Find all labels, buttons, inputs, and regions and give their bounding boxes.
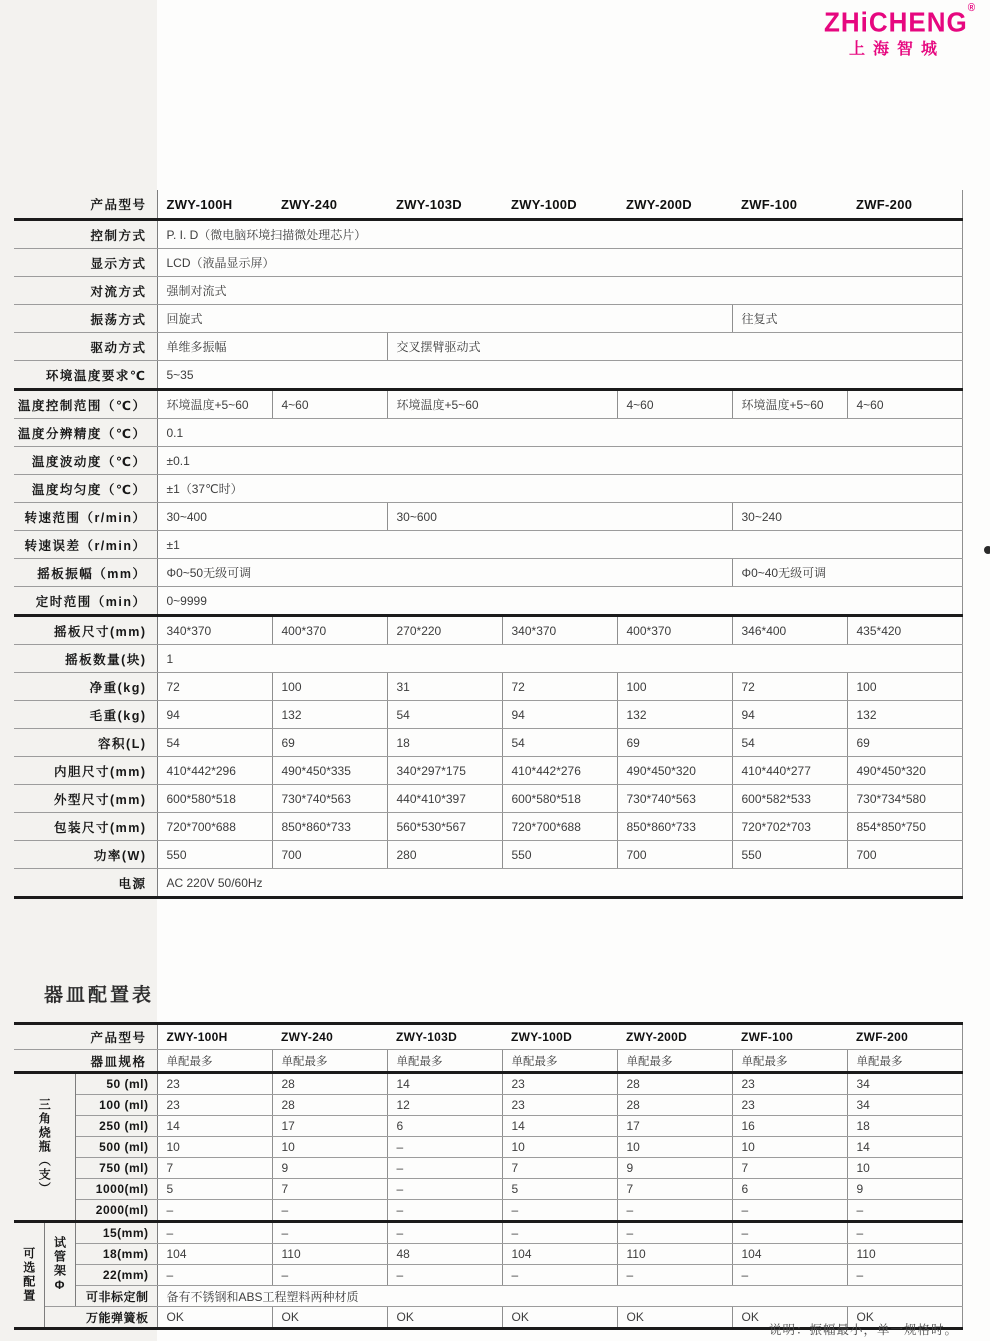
config-model-header-1: ZWY-240 [272, 1024, 387, 1050]
spec-value-cell: ±0.1 [157, 447, 962, 475]
spec-value-cell: 490*450*335 [272, 757, 387, 785]
row-label: 电源 [14, 869, 157, 898]
config-value-cell: 34 [847, 1073, 962, 1095]
spec-value-cell: 346*400 [732, 616, 847, 645]
size-label: 250 (ml) [75, 1116, 157, 1137]
config-value-cell: 6 [732, 1179, 847, 1200]
spec-value-cell: 100 [847, 673, 962, 701]
config-value-cell: 104 [732, 1244, 847, 1265]
row-label: 环境温度要求℃ [14, 361, 157, 390]
config-value-cell: 23 [502, 1095, 617, 1116]
config-value-cell: 104 [157, 1244, 272, 1265]
config-value-cell: 9 [617, 1158, 732, 1179]
rack-group-label: 试管架Φ [44, 1222, 75, 1307]
config-model-header-2: ZWY-103D [387, 1024, 502, 1050]
brand-wordmark [824, 2, 977, 39]
config-value-cell: 14 [387, 1073, 502, 1095]
brand-chinese-name: 上海智城 [848, 40, 945, 58]
config-value-cell: 34 [847, 1095, 962, 1116]
config-value-cell: – [387, 1179, 502, 1200]
config-value-cell: – [617, 1200, 732, 1222]
custom-make-value: 备有不锈钢和ABS工程塑料两种材质 [157, 1286, 962, 1307]
config-value-cell: 48 [387, 1244, 502, 1265]
spec-value-cell: 720*700*688 [502, 813, 617, 841]
config-value-cell: – [732, 1200, 847, 1222]
row-label: 控制方式 [14, 220, 157, 249]
spec-value-cell: 850*860*733 [617, 813, 732, 841]
config-value-cell: – [272, 1222, 387, 1244]
spec-value-cell: 132 [272, 701, 387, 729]
row-label: 振荡方式 [14, 305, 157, 333]
spec-value-cell: 1 [157, 645, 962, 673]
spec-value-cell: 340*370 [157, 616, 272, 645]
spec-value-cell: 560*530*567 [387, 813, 502, 841]
model-header-6: ZWF-200 [847, 190, 962, 220]
config-value-cell: – [732, 1265, 847, 1286]
spec-value-cell: 700 [272, 841, 387, 869]
config-value-cell: – [387, 1222, 502, 1244]
spec-value-cell: 30~400 [157, 503, 387, 531]
config-value-cell: 10 [502, 1137, 617, 1158]
model-header-4: ZWY-200D [617, 190, 732, 220]
model-header-5: ZWF-100 [732, 190, 847, 220]
spec-value-cell: 31 [387, 673, 502, 701]
spec-value-cell: 94 [502, 701, 617, 729]
config-model-header-6: ZWF-200 [847, 1024, 962, 1050]
spec-value-cell: 280 [387, 841, 502, 869]
vessel-spec-value: 单配最多 [847, 1050, 962, 1073]
size-label: 100 (ml) [75, 1095, 157, 1116]
row-label: 定时范围（min） [14, 587, 157, 616]
config-value-cell: 110 [272, 1244, 387, 1265]
config-value-cell: 5 [502, 1179, 617, 1200]
spec-value-cell: 550 [502, 841, 617, 869]
config-value-cell: 28 [617, 1073, 732, 1095]
config-value-cell: 10 [732, 1137, 847, 1158]
spec-value-cell: 54 [732, 729, 847, 757]
page-edge-mark [984, 546, 990, 554]
size-label: 1000(ml) [75, 1179, 157, 1200]
row-label: 摇板尺寸(mm) [14, 616, 157, 645]
row-label: 功率(W) [14, 841, 157, 869]
config-value-cell: 6 [387, 1116, 502, 1137]
row-label: 摇板数量(块) [14, 645, 157, 673]
config-value-cell: 7 [272, 1179, 387, 1200]
spec-value-cell: 30~600 [387, 503, 732, 531]
spec-value-cell: 720*702*703 [732, 813, 847, 841]
config-value-cell: 9 [272, 1158, 387, 1179]
config-value-cell: 9 [847, 1179, 962, 1200]
spec-value-cell: 600*580*518 [157, 785, 272, 813]
row-label: 驱动方式 [14, 333, 157, 361]
row-label: 转速误差（r/min） [14, 531, 157, 559]
spec-value-cell: 强制对流式 [157, 277, 962, 305]
rack-size-label: 18(mm) [75, 1244, 157, 1265]
config-model-header-5: ZWF-100 [732, 1024, 847, 1050]
row-label: 温度均匀度（℃） [14, 475, 157, 503]
config-value-cell: 28 [272, 1095, 387, 1116]
spec-value-cell: 4~60 [272, 390, 387, 419]
spec-value-cell: 410*440*277 [732, 757, 847, 785]
config-model-header-3: ZWY-100D [502, 1024, 617, 1050]
spec-value-cell: 54 [157, 729, 272, 757]
rack-size-label: 15(mm) [75, 1222, 157, 1244]
spec-header-label: 产品型号 [14, 190, 157, 220]
spring-board-value: OK [157, 1307, 272, 1329]
config-value-cell: 23 [157, 1095, 272, 1116]
spec-value-cell: 600*582*533 [732, 785, 847, 813]
vessel-spec-label: 器皿规格 [14, 1050, 157, 1073]
spec-value-cell: 回旋式 [157, 305, 732, 333]
spec-value-cell: 550 [732, 841, 847, 869]
row-label: 显示方式 [14, 249, 157, 277]
spec-value-cell: 54 [502, 729, 617, 757]
config-header-label: 产品型号 [14, 1024, 157, 1050]
config-value-cell: 110 [617, 1244, 732, 1265]
config-value-cell: – [157, 1200, 272, 1222]
spec-value-cell: 环境温度+5~60 [387, 390, 617, 419]
config-value-cell: 14 [157, 1116, 272, 1137]
spring-board-value: OK [502, 1307, 617, 1329]
config-value-cell: – [617, 1265, 732, 1286]
spec-value-cell: 720*700*688 [157, 813, 272, 841]
config-value-cell: 10 [157, 1137, 272, 1158]
spec-value-cell: 72 [502, 673, 617, 701]
spec-value-cell: 18 [387, 729, 502, 757]
model-header-3: ZWY-100D [502, 190, 617, 220]
spring-board-label: 万能弹簧板 [44, 1307, 157, 1329]
spec-value-cell: 72 [732, 673, 847, 701]
vessel-spec-value: 单配最多 [272, 1050, 387, 1073]
config-value-cell: 7 [502, 1158, 617, 1179]
rack-size-label: 22(mm) [75, 1265, 157, 1286]
model-header-2: ZWY-103D [387, 190, 502, 220]
custom-make-label: 可非标定制 [75, 1286, 157, 1307]
config-value-cell: – [157, 1265, 272, 1286]
size-label: 2000(ml) [75, 1200, 157, 1222]
spec-value-cell: ±1（37℃时） [157, 475, 962, 503]
config-value-cell: 23 [732, 1073, 847, 1095]
vessel-config-table [14, 1022, 963, 1330]
spec-value-cell: 410*442*276 [502, 757, 617, 785]
config-value-cell: 23 [157, 1073, 272, 1095]
spec-value-cell: 490*450*320 [847, 757, 962, 785]
config-value-cell: – [387, 1137, 502, 1158]
product-spec-table [14, 190, 963, 899]
config-value-cell: 28 [272, 1073, 387, 1095]
spec-value-cell: 410*442*296 [157, 757, 272, 785]
spec-value-cell: 69 [847, 729, 962, 757]
config-value-cell: – [847, 1200, 962, 1222]
config-value-cell: 16 [732, 1116, 847, 1137]
config-value-cell: – [847, 1265, 962, 1286]
config-value-cell: – [502, 1222, 617, 1244]
optional-group-label: 可选配置 [14, 1222, 44, 1329]
config-value-cell: 7 [617, 1179, 732, 1200]
spec-value-cell: 730*734*580 [847, 785, 962, 813]
spec-value-cell: 700 [847, 841, 962, 869]
spec-value-cell: 440*410*397 [387, 785, 502, 813]
row-label: 包装尺寸(mm) [14, 813, 157, 841]
spec-value-cell: 550 [157, 841, 272, 869]
config-model-header-4: ZWY-200D [617, 1024, 732, 1050]
config-model-header-0: ZWY-100H [157, 1024, 272, 1050]
row-label: 毛重(kg) [14, 701, 157, 729]
config-table-title: 器皿配置表 [44, 985, 155, 1006]
spec-value-cell: 环境温度+5~60 [732, 390, 847, 419]
size-label: 50 (ml) [75, 1073, 157, 1095]
registered-trademark-icon: ® [967, 2, 977, 15]
spec-value-cell: 400*370 [617, 616, 732, 645]
spec-value-cell: 72 [157, 673, 272, 701]
config-value-cell: – [387, 1158, 502, 1179]
config-value-cell: – [617, 1222, 732, 1244]
config-value-cell: 10 [272, 1137, 387, 1158]
spec-value-cell: 100 [617, 673, 732, 701]
spec-value-cell: 0.1 [157, 419, 962, 447]
row-label: 温度控制范围（℃） [14, 390, 157, 419]
config-value-cell: 23 [732, 1095, 847, 1116]
flask-group-label: 三角烧瓶（支） [14, 1073, 75, 1222]
config-value-cell: – [502, 1200, 617, 1222]
spec-value-cell: 4~60 [847, 390, 962, 419]
row-label: 内胆尺寸(mm) [14, 757, 157, 785]
config-value-cell: 17 [617, 1116, 732, 1137]
row-label: 容积(L) [14, 729, 157, 757]
spec-value-cell: 270*220 [387, 616, 502, 645]
row-label: 净重(kg) [14, 673, 157, 701]
spec-value-cell: 69 [272, 729, 387, 757]
spec-value-cell: LCD（液晶显示屏） [157, 249, 962, 277]
spec-value-cell: 94 [732, 701, 847, 729]
spec-value-cell: AC 220V 50/60Hz [157, 869, 962, 898]
row-label: 对流方式 [14, 277, 157, 305]
footer-note: 说明：振幅最小，单一规格时。 [768, 1323, 958, 1337]
config-value-cell: 104 [502, 1244, 617, 1265]
row-label: 温度分辨精度（℃） [14, 419, 157, 447]
brand-logo [824, 2, 977, 58]
config-value-cell: – [272, 1200, 387, 1222]
spec-value-cell: 94 [157, 701, 272, 729]
spec-value-cell: 600*580*518 [502, 785, 617, 813]
spec-value-cell: 100 [272, 673, 387, 701]
config-value-cell: 17 [272, 1116, 387, 1137]
spec-value-cell: 0~9999 [157, 587, 962, 616]
config-value-cell: 7 [157, 1158, 272, 1179]
spec-value-cell: 交叉摆臂驱动式 [387, 333, 962, 361]
config-value-cell: 23 [502, 1073, 617, 1095]
spec-value-cell: 850*860*733 [272, 813, 387, 841]
spec-value-cell: P. I. D（微电脑环境扫描微处理芯片） [157, 220, 962, 249]
config-value-cell: – [502, 1265, 617, 1286]
spec-value-cell: 单维多振幅 [157, 333, 387, 361]
config-value-cell: – [157, 1222, 272, 1244]
spring-board-value: OK [732, 1307, 847, 1329]
spec-value-cell: 700 [617, 841, 732, 869]
model-header-0: ZWY-100H [157, 190, 272, 220]
spec-value-cell: 730*740*563 [617, 785, 732, 813]
row-label: 温度波动度（℃） [14, 447, 157, 475]
model-header-1: ZWY-240 [272, 190, 387, 220]
config-value-cell: 18 [847, 1116, 962, 1137]
spec-value-cell: 340*370 [502, 616, 617, 645]
config-value-cell: – [387, 1265, 502, 1286]
spring-board-value: OK [387, 1307, 502, 1329]
config-value-cell: – [387, 1200, 502, 1222]
spec-value-cell: 730*740*563 [272, 785, 387, 813]
spec-value-cell: 435*420 [847, 616, 962, 645]
size-label: 500 (ml) [75, 1137, 157, 1158]
config-value-cell: – [732, 1222, 847, 1244]
config-value-cell: 28 [617, 1095, 732, 1116]
config-value-cell: – [272, 1265, 387, 1286]
vessel-spec-value: 单配最多 [502, 1050, 617, 1073]
spec-value-cell: 往复式 [732, 305, 962, 333]
spec-value-cell: 340*297*175 [387, 757, 502, 785]
spec-value-cell: 30~240 [732, 503, 962, 531]
spec-value-cell: Φ0~50无级可调 [157, 559, 732, 587]
vessel-spec-value: 单配最多 [617, 1050, 732, 1073]
spec-value-cell: 5~35 [157, 361, 962, 390]
spec-value-cell: 854*850*750 [847, 813, 962, 841]
spec-value-cell: ±1 [157, 531, 962, 559]
spec-value-cell: 环境温度+5~60 [157, 390, 272, 419]
config-value-cell: 110 [847, 1244, 962, 1265]
brand-wordmark-text: ZHiCHENG [824, 5, 968, 39]
row-label: 外型尺寸(mm) [14, 785, 157, 813]
config-value-cell: – [847, 1222, 962, 1244]
spec-value-cell: 490*450*320 [617, 757, 732, 785]
config-value-cell: 14 [847, 1137, 962, 1158]
spec-value-cell: 69 [617, 729, 732, 757]
spec-value-cell: 400*370 [272, 616, 387, 645]
config-value-cell: 10 [617, 1137, 732, 1158]
row-label: 摇板振幅（mm） [14, 559, 157, 587]
vessel-spec-value: 单配最多 [387, 1050, 502, 1073]
vessel-spec-value: 单配最多 [157, 1050, 272, 1073]
config-value-cell: 7 [732, 1158, 847, 1179]
spring-board-value: OK [617, 1307, 732, 1329]
row-label: 转速范围（r/min） [14, 503, 157, 531]
size-label: 750 (ml) [75, 1158, 157, 1179]
vessel-spec-value: 单配最多 [732, 1050, 847, 1073]
config-value-cell: 14 [502, 1116, 617, 1137]
spec-value-cell: 4~60 [617, 390, 732, 419]
config-value-cell: 10 [847, 1158, 962, 1179]
spec-value-cell: 132 [617, 701, 732, 729]
spring-board-value: OK [847, 1307, 962, 1329]
config-value-cell: 12 [387, 1095, 502, 1116]
spec-value-cell: 132 [847, 701, 962, 729]
spec-value-cell: Φ0~40无级可调 [732, 559, 962, 587]
spec-value-cell: 54 [387, 701, 502, 729]
spring-board-value: OK [272, 1307, 387, 1329]
config-value-cell: 5 [157, 1179, 272, 1200]
